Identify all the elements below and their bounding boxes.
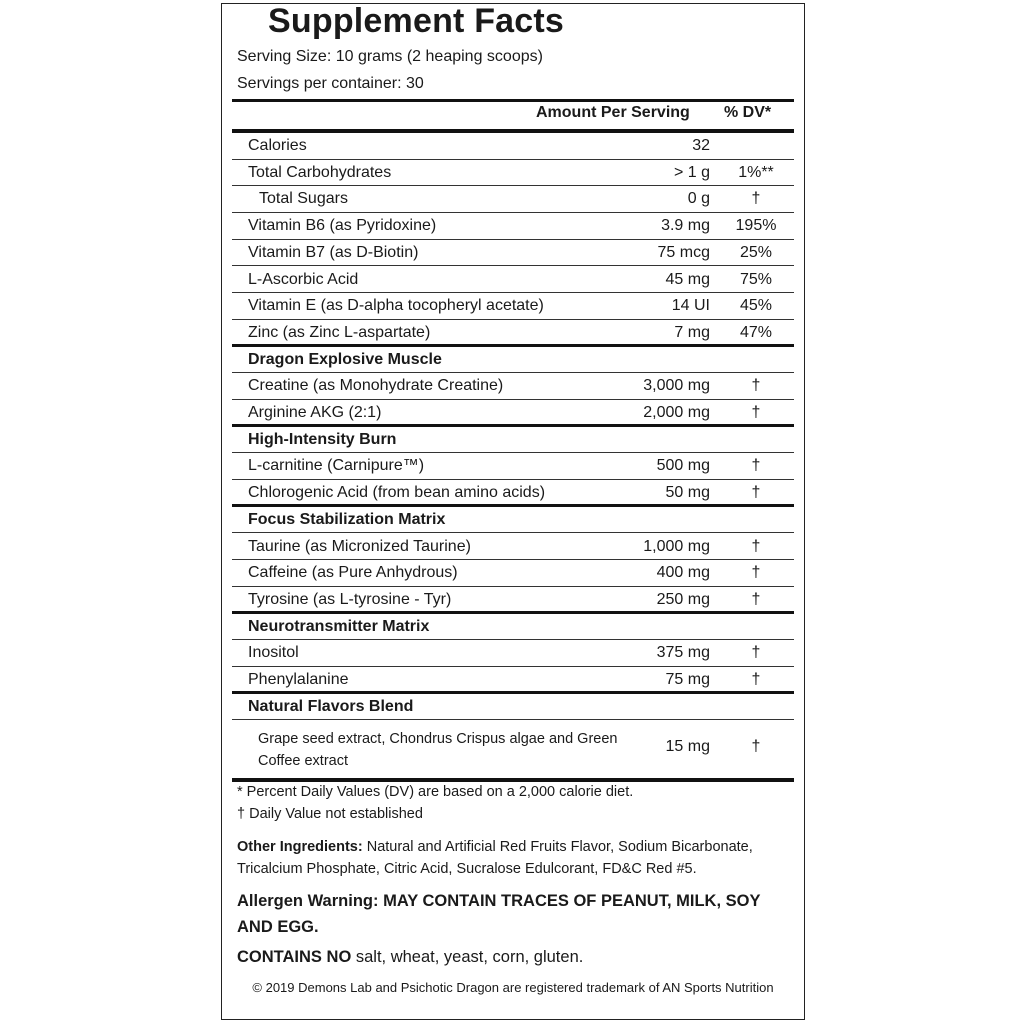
other-ingredients-label: Other Ingredients: (237, 839, 363, 855)
other-ingredients-text: Natural and Artificial Red Fruits Flavor, Sodium Bicarbonate, Tricalcium Phosphate, Citric Acid, Sucralose Edulcorant, FD&C Red #5. (237, 839, 753, 877)
nutrient-row-creatine (232, 373, 794, 400)
nutrient-dv: † (751, 537, 761, 555)
nutrient-amount: 14 UI (671, 297, 710, 315)
nutrient-name: Zinc (as Zinc L-aspartate) (248, 323, 431, 341)
nutrient-amount: 45 mg (665, 270, 710, 288)
nutrient-amount: 15 mg (665, 738, 710, 756)
allergen-label: Allergen Warning: (237, 892, 379, 910)
nutrient-dv: † (751, 590, 761, 608)
nutrient-dv: † (751, 457, 761, 475)
nutrient-row-l-ascorbic-acid (232, 267, 794, 294)
nutrient-name: Total Sugars (259, 190, 348, 208)
nutrient-row-vitamin-b7 (232, 240, 794, 267)
nutrient-row-calories (232, 133, 794, 160)
nutrient-dv: 25% (739, 243, 773, 261)
nutrient-name: Total Carbohydrates (248, 163, 392, 181)
section-title: Neurotransmitter Matrix (248, 617, 430, 635)
copyright-notice: © 2019 Demons Lab and Psichotic Dragon are registered trademark of AN Sports Nutrition (252, 980, 774, 995)
nutrient-name: Taurine (as Micronized Taurine) (248, 537, 471, 555)
nutrient-dv: † (751, 738, 761, 756)
nutrient-dv: † (751, 377, 761, 395)
nutrient-dv: 47% (739, 323, 773, 341)
section-header-focus-stabilization-matrix (232, 507, 794, 534)
allergen-warning (237, 888, 797, 940)
nutrient-dv: 195% (735, 217, 777, 235)
nutrient-dv: † (751, 644, 761, 662)
nutrient-row-l-carnitine (232, 453, 794, 480)
nutrient-row-chlorogenic-acid (232, 480, 794, 507)
nutrient-amount: 400 mg (656, 564, 710, 582)
nutrient-amount: 375 mg (656, 644, 710, 662)
nutrient-row-vitamin-b6 (232, 213, 794, 240)
nutrient-name: Inositol (248, 644, 299, 662)
nutrient-amount: 32 (692, 137, 710, 154)
nutrient-name: Caffeine (as Pure Anhydrous) (248, 564, 458, 582)
nutrient-name: Vitamin B7 (as D-Biotin) (248, 243, 419, 261)
nutrient-dv: † (751, 564, 761, 582)
nutrient-amount: 75 mg (665, 671, 710, 688)
nutrient-row-zinc (232, 320, 794, 347)
section-title: Dragon Explosive Muscle (248, 350, 442, 368)
nutrient-name: Vitamin E (as D-alpha tocopheryl acetate) (248, 297, 544, 315)
nutrient-row-natural-flavors (232, 720, 794, 779)
nutrient-amount: 0 g (687, 190, 710, 208)
nutrient-row-arginine-akg (232, 400, 794, 427)
contains-no-text: salt, wheat, yeast, corn, gluten. (355, 948, 584, 966)
nutrient-name: Tyrosine (as L-tyrosine - Tyr) (248, 590, 452, 608)
nutrient-name: Grape seed extract, Chondrus Crispus algae and Green Coffee extract (258, 731, 618, 770)
section-header-high-intensity-burn (232, 427, 794, 454)
nutrient-row-total-sugars (232, 186, 794, 213)
nutrient-dv: † (751, 190, 761, 208)
nutrient-row-tyrosine (232, 587, 794, 614)
nutrient-row-vitamin-e (232, 293, 794, 320)
nutrient-name: Chlorogenic Acid (from bean amino acids) (248, 484, 546, 502)
nutrient-dv: † (751, 404, 761, 421)
serving-size: Serving Size: 10 grams (2 heaping scoops) (237, 48, 543, 65)
nutrient-amount: 500 mg (656, 457, 710, 475)
section-title: Natural Flavors Blend (248, 697, 414, 715)
nutrient-row-phenylalanine (232, 667, 794, 694)
nutrient-row-caffeine (232, 560, 794, 587)
nutrient-amount: 50 mg (665, 484, 710, 502)
dv-header: % DV* (724, 104, 772, 121)
other-ingredients (237, 836, 797, 880)
nutrient-dv: † (751, 484, 761, 502)
nutrient-amount: > 1 g (673, 163, 710, 181)
section-header-neurotransmitter-matrix (232, 614, 794, 641)
nutrient-amount: 3.9 mg (661, 217, 710, 235)
nutrient-row-inositol (232, 640, 794, 667)
nutrient-amount: 7 mg (674, 323, 710, 341)
nutrient-dv: 45% (739, 297, 773, 315)
amount-per-serving-header: Amount Per Serving (536, 104, 690, 121)
nutrient-name: Arginine AKG (2:1) (248, 404, 382, 421)
dv-footnote: * Percent Daily Values (DV) are based on a 2,000 calorie diet. (237, 784, 634, 800)
nutrient-dv: † (751, 671, 761, 688)
nutrient-name: Calories (248, 137, 307, 154)
nutrient-dv: 1%** (738, 163, 774, 181)
contains-no-label: CONTAINS NO (237, 948, 352, 966)
label-title: Supplement Facts (268, 2, 565, 40)
allergen-text: MAY CONTAIN TRACES OF PEANUT, MILK, SOY AND EGG. (237, 892, 761, 936)
thick-divider-bottom (232, 778, 794, 782)
nutrient-name: Phenylalanine (248, 671, 349, 688)
nutrient-name: Vitamin B6 (as Pyridoxine) (248, 217, 437, 235)
nutrient-name: L-Ascorbic Acid (248, 270, 359, 288)
nutrient-amount: 1,000 mg (643, 537, 710, 555)
section-header-dragon-explosive-muscle (232, 347, 794, 374)
nutrient-amount: 250 mg (656, 590, 710, 608)
section-header-natural-flavors-blend (232, 694, 794, 721)
section-title: High-Intensity Burn (248, 430, 397, 448)
dagger-footnote: † Daily Value not established (237, 806, 423, 822)
nutrient-amount: 75 mcg (657, 243, 710, 261)
nutrient-row-total-carbohydrates (232, 160, 794, 187)
nutrient-row-taurine (232, 534, 794, 561)
nutrient-name: Creatine (as Monohydrate Creatine) (248, 377, 504, 395)
thick-divider-top (232, 99, 794, 102)
contains-no (237, 944, 797, 970)
servings-per-container: Servings per container: 30 (237, 75, 424, 92)
nutrient-amount: 3,000 mg (643, 377, 710, 395)
nutrient-amount: 2,000 mg (643, 404, 710, 421)
section-title: Focus Stabilization Matrix (248, 510, 446, 528)
nutrient-name: L-carnitine (Carnipure™) (248, 457, 425, 475)
nutrient-dv: 75% (739, 270, 773, 288)
